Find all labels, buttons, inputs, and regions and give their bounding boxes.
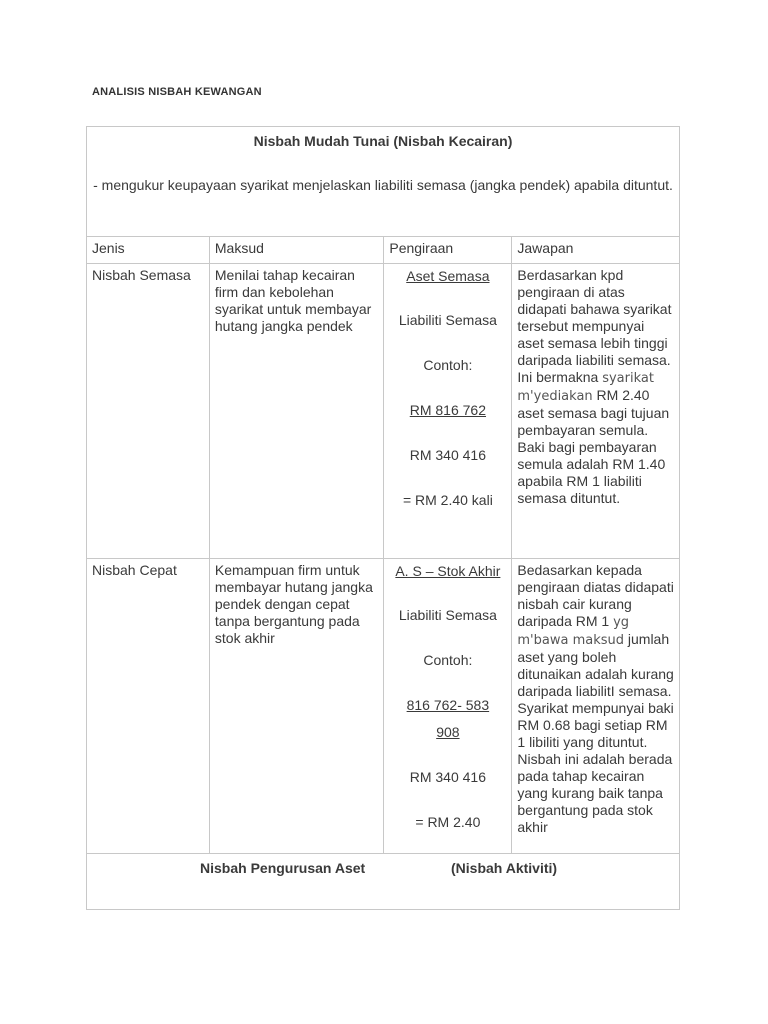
header-jenis: Jenis <box>87 237 210 264</box>
table-header-row <box>87 237 680 264</box>
row-pengiraan <box>384 559 512 854</box>
liquidity-section-header <box>86 126 680 236</box>
header-maksud: Maksud <box>209 237 383 264</box>
example-denominator: RM 340 416 <box>409 769 487 785</box>
row-maksud: Menilai tahap kecairan firm dan kebolehan syarikat untuk membayar hutang jangka pendek <box>209 264 383 559</box>
handwritten-note: syarikat m'yediakan <box>517 371 654 404</box>
answer-text: Berdasarkan kpd pengiraan di atas didapati bahawa syarikat tersebut mempunyai aset semasa lebih tinggi daripada liabiliti semasa. Ini bermakna <box>517 267 672 385</box>
table-row <box>87 264 680 559</box>
handwritten-note: yg m'bawa maksud <box>517 615 630 648</box>
row-jawapan <box>512 264 680 559</box>
row-jenis: Nisbah Cepat <box>87 559 210 854</box>
ratio-table <box>86 236 680 854</box>
asset-management-section-header <box>86 853 680 910</box>
table-row <box>87 559 680 854</box>
formula-numerator: A. S – Stok Akhir <box>395 563 501 579</box>
example-denominator: RM 340 416 <box>409 447 487 463</box>
example-result: = RM 2.40 <box>415 814 481 830</box>
answer-text: Bedasarkan kepada pengiraan diatas didapati nisbah cair kurang daripada RM 1 <box>517 562 674 629</box>
example-numerator-cont: 908 <box>436 724 460 740</box>
section-description: - mengukur keupayaan syarikat menjelaskan liabiliti semasa (jangka pendek) apabila dituntut. <box>93 177 673 193</box>
section-title-left: Nisbah Pengurusan Aset <box>200 860 366 876</box>
formula-numerator: Aset Semasa <box>406 268 490 284</box>
section-title: Nisbah Mudah Tunai (Nisbah Kecairan) <box>253 133 513 149</box>
section-title-right: (Nisbah Aktiviti) <box>451 860 558 876</box>
row-pengiraan <box>384 264 512 559</box>
formula-denominator: Liabiliti Semasa <box>398 312 497 328</box>
answer-text-cont: jumlah aset yang boleh ditunaikan adalah kurang daripada liabilitI semasa. Syarikat mempunyai baki RM 0.68 bagi setiap RM 1 libiliti yang dituntut. Nisbah ini adalah berada pada tahap kecairan yang kurang baik tanpa bergantung pada stok akhir <box>517 631 674 835</box>
row-jenis: Nisbah Semasa <box>87 264 210 559</box>
answer-text-cont: RM 2.40 aset semasa bagi tujuan pembayaran semula. Baki bagi pembayaran semula adalah RM 1.40 apabila RM 1 liabiliti semasa dituntut. <box>517 387 670 506</box>
header-pengiraan: Pengiraan <box>384 237 512 264</box>
example-result: = RM 2.40 kali <box>402 492 493 508</box>
document-title: ANALISIS NISBAH KEWANGAN <box>92 86 262 98</box>
header-jawapan: Jawapan <box>512 237 680 264</box>
formula-denominator: Liabiliti Semasa <box>398 607 497 623</box>
row-jawapan <box>512 559 680 854</box>
row-maksud: Kemampuan firm untuk membayar hutang jangka pendek dengan cepat tanpa bergantung pada stok akhir <box>209 559 383 854</box>
example-label: Contoh: <box>423 652 473 668</box>
example-numerator: RM 816 762 <box>409 402 487 418</box>
example-numerator: 816 762- 583 <box>406 697 490 713</box>
example-label: Contoh: <box>423 357 473 373</box>
